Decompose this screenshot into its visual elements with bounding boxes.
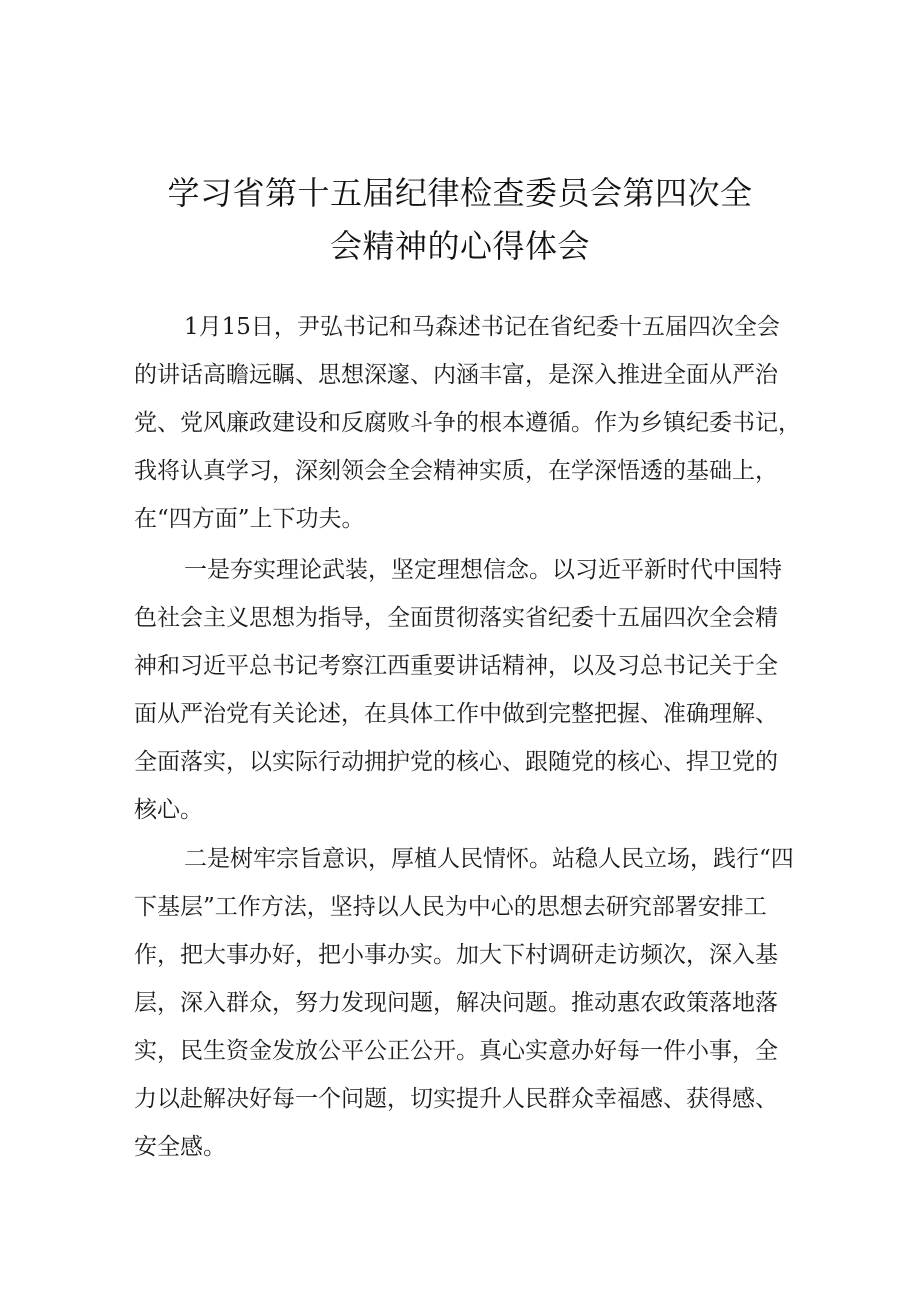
paragraph-line: 1月15日，尹弘书记和马森述书记在省纪委十五届四次全会 [184, 314, 780, 340]
paragraph-line: 党、党风廉政建设和反腐败斗争的根本遵循。作为乡镇纪委书记， [134, 410, 801, 436]
document-title-line-2: 会精神的心得体会 [329, 227, 590, 265]
paragraph-line: 面从严治党有关论述，在具体工作中做到完整把握、准确理解、 [134, 701, 778, 727]
paragraph-line: 二是树牢宗旨意识，厚植人民情怀。站稳人民立场，践行“四 [184, 846, 794, 872]
paragraph-line: 核心。 [134, 797, 203, 823]
paragraph-line: 在“四方面”上下功夫。 [134, 506, 365, 532]
paragraph-line: 安全感。 [134, 1134, 226, 1160]
paragraph-line: 层，深入群众，努力发现问题，解决问题。推动惠农政策落地落 [134, 990, 778, 1016]
paragraph-line: 作，把大事办好，把小事办实。加大下村调研走访频次，深入基 [134, 942, 778, 968]
paragraph-line: 力以赴解决好每一个问题，切实提升人民群众幸福感、获得感、 [134, 1086, 778, 1112]
paragraph-line: 色社会主义思想为指导，全面贯彻落实省纪委十五届四次全会精 [134, 605, 778, 631]
paragraph-line: 实，民生资金发放公平公正公开。真心实意办好每一件小事，全 [134, 1038, 778, 1064]
paragraph-line: 下基层”工作方法，坚持以人民为中心的思想去研究部署安排工 [134, 894, 767, 920]
paragraph-line: 我将认真学习，深刻领会全会精神实质，在学深悟透的基础上， [134, 458, 778, 484]
paragraph-line: 神和习近平总书记考察江西重要讲话精神，以及习总书记关于全 [134, 653, 778, 679]
paragraph-line: 全面落实，以实际行动拥护党的核心、跟随党的核心、捍卫党的 [134, 749, 778, 775]
paragraph-line: 的讲话高瞻远瞩、思想深邃、内涵丰富，是深入推进全面从严治 [134, 362, 778, 388]
document-title-line-1: 学习省第十五届纪律检查委员会第四次全 [167, 174, 753, 212]
paragraph-line: 一是夯实理论武装，坚定理想信念。以习近平新时代中国特 [184, 557, 782, 583]
